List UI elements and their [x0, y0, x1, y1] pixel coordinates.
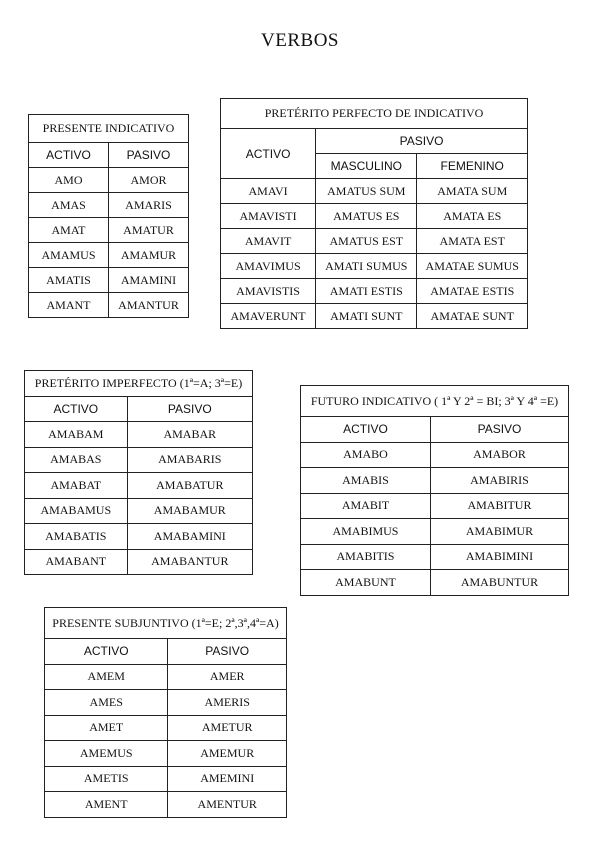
column-header-pasivo: PASIVO	[316, 129, 528, 154]
table-cell: AMAMINI	[109, 268, 189, 293]
table-cell: AMETIS	[45, 766, 168, 792]
table-cell: AMATA ES	[417, 204, 528, 229]
table-row	[221, 204, 528, 229]
table-cell: AMATUS ES	[316, 204, 417, 229]
table-row	[221, 279, 528, 304]
table-cell: AMANTUR	[109, 293, 189, 318]
table-row	[29, 193, 189, 218]
table-row	[29, 243, 189, 268]
table-cell: AMANT	[29, 293, 109, 318]
table-cell: AMAVIT	[221, 229, 316, 254]
column-header-pasivo: PASIVO	[127, 396, 252, 422]
table-row	[301, 468, 569, 494]
table-cell: AMET	[45, 715, 168, 741]
table-row	[29, 218, 189, 243]
table-cell: AMABIS	[301, 468, 431, 494]
table-row	[45, 664, 287, 690]
table-caption: PRETÉRITO PERFECTO DE INDICATIVO	[221, 99, 528, 129]
presente-indicativo-table	[28, 114, 189, 318]
table-row	[25, 524, 253, 550]
table-cell: AMATAE SUMUS	[417, 254, 528, 279]
table-row	[301, 570, 569, 596]
table-row	[221, 179, 528, 204]
table-cell: AMAMUS	[29, 243, 109, 268]
table-caption: FUTURO INDICATIVO ( 1ª Y 2ª = BI; 3ª Y 4ª =E)	[301, 386, 569, 417]
table-row	[301, 442, 569, 468]
table-cell: AMABUNTUR	[430, 570, 568, 596]
table-row	[45, 741, 287, 767]
table-cell: AMATI SUNT	[316, 304, 417, 329]
table-row	[45, 792, 287, 818]
table-cell: AMABANT	[25, 549, 128, 575]
table-row	[221, 254, 528, 279]
table-cell: AMARIS	[109, 193, 189, 218]
table-row	[301, 519, 569, 545]
table-cell: AMATA EST	[417, 229, 528, 254]
table-cell: AMABATIS	[25, 524, 128, 550]
table-cell: AMABOR	[430, 442, 568, 468]
table-cell: AMEM	[45, 664, 168, 690]
table-cell: AMABIRIS	[430, 468, 568, 494]
table-cell: AMAVI	[221, 179, 316, 204]
table-cell: AMATAE ESTIS	[417, 279, 528, 304]
table-cell: AMAVERUNT	[221, 304, 316, 329]
page-title: VERBOS	[261, 30, 339, 51]
table-row	[25, 498, 253, 524]
table-cell: AMABANTUR	[127, 549, 252, 575]
table-cell: AMABUNT	[301, 570, 431, 596]
presente-subjuntivo-table	[44, 607, 287, 818]
table-cell: AMABIMINI	[430, 544, 568, 570]
column-header-activo: ACTIVO	[29, 143, 109, 168]
table-cell: AMAVISTI	[221, 204, 316, 229]
column-header-pasivo: PASIVO	[168, 639, 287, 665]
table-cell: AMATUS SUM	[316, 179, 417, 204]
table-cell: AMERIS	[168, 690, 287, 716]
table-cell: AMEMINI	[168, 766, 287, 792]
table-cell: AMAVIMUS	[221, 254, 316, 279]
table-cell: AMABIMUS	[301, 519, 431, 545]
table-row	[45, 715, 287, 741]
table-row	[25, 447, 253, 473]
column-header-masculino: MASCULINO	[316, 154, 417, 179]
column-header-femenino: FEMENINO	[417, 154, 528, 179]
table-caption: PRETÉRITO IMPERFECTO (1ª=A; 3ª=E)	[25, 371, 253, 397]
table-cell: AMES	[45, 690, 168, 716]
table-row	[25, 473, 253, 499]
table-cell: AMABIT	[301, 493, 431, 519]
column-header-activo: ACTIVO	[301, 417, 431, 443]
table-cell: AMO	[29, 168, 109, 193]
table-cell: AMABAR	[127, 422, 252, 448]
table-row	[221, 304, 528, 329]
table-cell: AMOR	[109, 168, 189, 193]
table-row	[25, 549, 253, 575]
table-cell: AMATAE SUNT	[417, 304, 528, 329]
table-cell: AMER	[168, 664, 287, 690]
table-cell: AMEMUR	[168, 741, 287, 767]
table-caption: PRESENTE INDICATIVO	[29, 115, 189, 143]
table-cell: AMATUS EST	[316, 229, 417, 254]
table-row	[29, 268, 189, 293]
table-cell: AMATIS	[29, 268, 109, 293]
table-row	[221, 229, 528, 254]
table-cell: AMABATUR	[127, 473, 252, 499]
table-cell: AMABO	[301, 442, 431, 468]
table-cell: AMAS	[29, 193, 109, 218]
futuro-indicativo-table	[300, 385, 569, 596]
table-row	[45, 690, 287, 716]
table-cell: AMABAMUR	[127, 498, 252, 524]
table-row	[29, 293, 189, 318]
column-header-activo: ACTIVO	[25, 396, 128, 422]
column-header-pasivo: PASIVO	[109, 143, 189, 168]
table-cell: AMABIMUR	[430, 519, 568, 545]
table-cell: AMABAT	[25, 473, 128, 499]
column-header-pasivo: PASIVO	[430, 417, 568, 443]
table-cell: AMABITIS	[301, 544, 431, 570]
table-cell: AMATA SUM	[417, 179, 528, 204]
table-row	[301, 544, 569, 570]
table-cell: AMABITUR	[430, 493, 568, 519]
table-cell: AMENTUR	[168, 792, 287, 818]
table-cell: AMATI SUMUS	[316, 254, 417, 279]
preterito-imperfecto-table	[24, 370, 253, 575]
table-cell: AMABAMUS	[25, 498, 128, 524]
table-cell: AMEMUS	[45, 741, 168, 767]
table-cell: AMAT	[29, 218, 109, 243]
table-cell: AMATI ESTIS	[316, 279, 417, 304]
table-caption: PRESENTE SUBJUNTIVO (1ª=E; 2ª,3ª,4ª=A)	[45, 608, 287, 639]
table-row	[301, 493, 569, 519]
table-cell: AMAMUR	[109, 243, 189, 268]
table-cell: AMABARIS	[127, 447, 252, 473]
column-header-activo: ACTIVO	[45, 639, 168, 665]
table-cell: AMABAMINI	[127, 524, 252, 550]
column-header-activo: ACTIVO	[221, 129, 316, 179]
table-row	[29, 168, 189, 193]
table-cell: AMENT	[45, 792, 168, 818]
preterito-perfecto-table	[220, 98, 528, 329]
table-row	[25, 422, 253, 448]
table-cell: AMABAS	[25, 447, 128, 473]
table-row	[45, 766, 287, 792]
table-cell: AMAVISTIS	[221, 279, 316, 304]
table-cell: AMATUR	[109, 218, 189, 243]
table-cell: AMABAM	[25, 422, 128, 448]
table-cell: AMETUR	[168, 715, 287, 741]
